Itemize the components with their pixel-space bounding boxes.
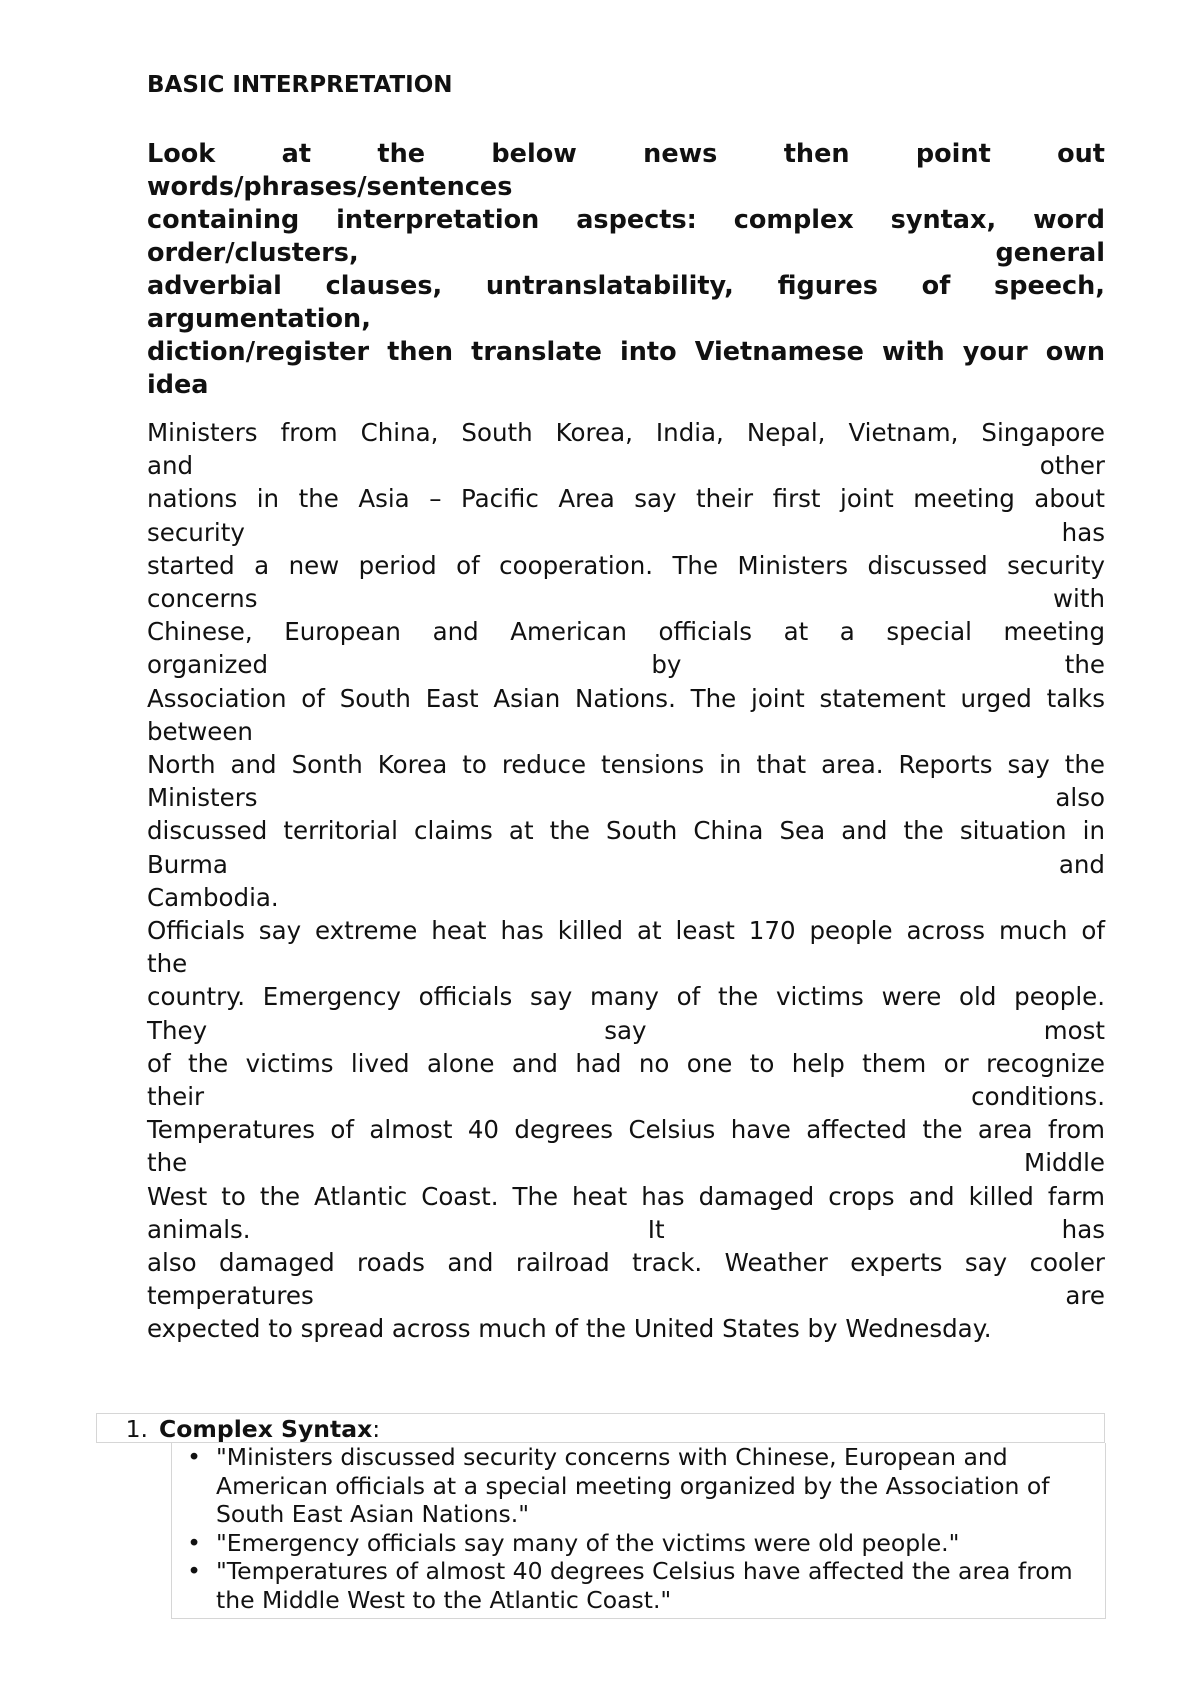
passage-line: temperatures are	[147, 1281, 1105, 1311]
passage-line: animals. It has	[147, 1214, 1105, 1244]
document-page	[147, 70, 1105, 1346]
passage-line: North and Sonth Korea to reduce tensions in that area. Reports say the	[147, 750, 1105, 780]
passage-line: West to the Atlantic Coast. The heat has damaged crops and killed farm	[147, 1181, 1105, 1211]
bullet-icon: •	[187, 1557, 201, 1585]
section-title: Complex Syntax	[159, 1415, 373, 1443]
passage-line: discussed territorial claims at the South China Sea and the situation in	[147, 816, 1105, 846]
passage-line: Officials say extreme heat has killed at least 170 people across much of	[147, 916, 1105, 946]
section-heading	[96, 1413, 1105, 1443]
instructions-line: order/clusters, general	[147, 238, 1105, 268]
passage-line: and other	[147, 451, 1105, 481]
passage-line: the Middle	[147, 1148, 1105, 1178]
instructions-line: Look at the below news then point out	[147, 139, 1105, 169]
instructions-line: diction/register then translate into Vietnamese with your own	[147, 337, 1105, 367]
instructions-line: containing interpretation aspects: complex syntax, word	[147, 205, 1105, 235]
instructions-line: argumentation,	[147, 304, 371, 334]
passage-line: country. Emergency officials say many of the victims were old people.	[147, 982, 1105, 1012]
bullet-icon: •	[187, 1443, 201, 1471]
passage-line: also damaged roads and railroad track. Weather experts say cooler	[147, 1248, 1105, 1278]
passage-line: organized by the	[147, 650, 1105, 680]
section-bullet-list	[171, 1443, 1106, 1619]
passage-line: concerns with	[147, 584, 1105, 614]
list-item-text: "Temperatures of almost 40 degrees Celsius have affected the area from the Middle West to the Atlantic Coast."	[216, 1557, 1073, 1614]
passage-line: expected to spread across much of the United States by Wednesday.	[147, 1314, 992, 1344]
passage-line: between	[147, 716, 253, 746]
instructions-line: words/phrases/sentences	[147, 172, 513, 202]
passage-line: their conditions.	[147, 1082, 1105, 1112]
list-item	[172, 1443, 1105, 1529]
news-passage	[147, 416, 1105, 1346]
list-item-text: "Ministers discussed security concerns with Chinese, European and American officials at a special meeting organized by the Association of South East Asian Nations."	[216, 1443, 1050, 1528]
complex-syntax-section	[96, 1413, 1106, 1619]
passage-line: Temperatures of almost 40 degrees Celsius have affected the area from	[147, 1115, 1105, 1145]
section-number: 1.	[125, 1415, 148, 1443]
passage-line: the	[147, 949, 188, 979]
document-title: BASIC INTERPRETATION	[147, 72, 453, 98]
list-item-text: "Emergency officials say many of the victims were old people."	[216, 1528, 960, 1557]
passage-line: Ministers also	[147, 783, 1105, 813]
passage-line: security has	[147, 517, 1105, 547]
bullet-icon: •	[187, 1528, 201, 1557]
passage-line: Burma and	[147, 849, 1105, 879]
passage-line: Association of South East Asian Nations. The joint statement urged talks	[147, 683, 1105, 713]
list-item	[172, 1529, 1105, 1558]
list-item	[172, 1557, 1105, 1614]
instructions-line: idea	[147, 370, 209, 400]
passage-line: Cambodia.	[147, 882, 279, 912]
passage-line: Chinese, European and American officials at a special meeting	[147, 617, 1105, 647]
instructions-paragraph	[147, 138, 1105, 402]
passage-line: They say most	[147, 1015, 1105, 1045]
passage-line: started a new period of cooperation. The Ministers discussed security	[147, 550, 1105, 580]
passage-line: Ministers from China, South Korea, India, Nepal, Vietnam, Singapore	[147, 418, 1105, 447]
section-colon: :	[372, 1415, 381, 1443]
passage-line: of the victims lived alone and had no one to help them or recognize	[147, 1048, 1105, 1078]
passage-line: nations in the Asia – Pacific Area say their first joint meeting about	[147, 484, 1105, 514]
instructions-line: adverbial clauses, untranslatability, figures of speech,	[147, 271, 1105, 301]
